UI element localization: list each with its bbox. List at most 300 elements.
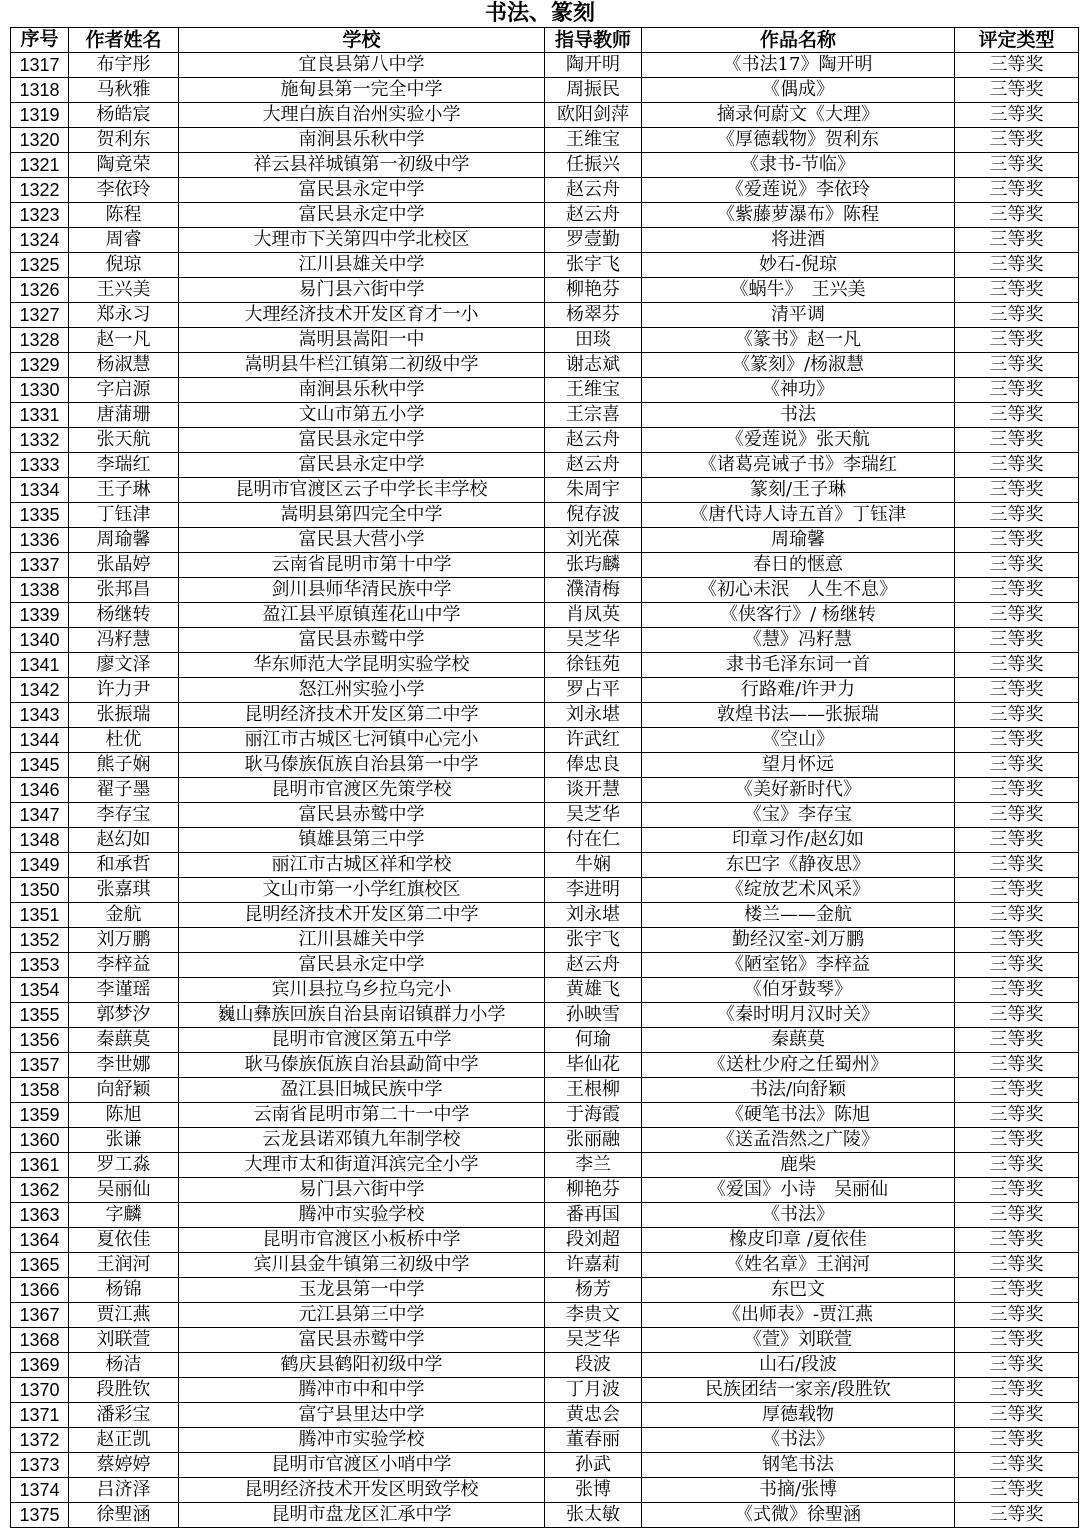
cell-work-title: 《唐代诗人诗五首》丁钰津 (642, 503, 955, 528)
cell-teacher: 陶开明 (545, 53, 642, 78)
cell-number: 1339 (11, 603, 69, 628)
cell-teacher: 付在仁 (545, 828, 642, 853)
cell-school: 昆明市官渡区小板桥中学 (179, 1228, 545, 1253)
cell-number: 1327 (11, 303, 69, 328)
cell-author: 吕济泽 (69, 1478, 179, 1503)
cell-number: 1353 (11, 953, 69, 978)
cell-teacher: 周振民 (545, 78, 642, 103)
cell-number: 1359 (11, 1103, 69, 1128)
cell-award: 三等奖 (955, 853, 1079, 878)
cell-teacher: 牛娴 (545, 853, 642, 878)
cell-teacher: 濮清梅 (545, 578, 642, 603)
cell-number: 1335 (11, 503, 69, 528)
cell-school: 施甸县第一完全中学 (179, 78, 545, 103)
page-title: 书法、篆刻 (484, 0, 595, 26)
table-body (11, 53, 1079, 1528)
cell-school: 嵩明县第四完全中学 (179, 503, 545, 528)
cell-work-title: 《萱》刘联萱 (642, 1328, 955, 1353)
cell-school: 盈江县平原镇莲花山中学 (179, 603, 545, 628)
cell-work-title: 橡皮印章 /夏依佳 (642, 1228, 955, 1253)
cell-award: 三等奖 (955, 128, 1079, 153)
cell-award: 三等奖 (955, 928, 1079, 953)
cell-number: 1367 (11, 1303, 69, 1328)
cell-award: 三等奖 (955, 278, 1079, 303)
cell-teacher: 孙武 (545, 1453, 642, 1478)
cell-teacher: 何瑜 (545, 1028, 642, 1053)
cell-teacher: 番再国 (545, 1203, 642, 1228)
cell-teacher: 董春丽 (545, 1428, 642, 1453)
table-row (11, 953, 1079, 978)
table-row (11, 828, 1079, 853)
cell-school: 昆明经济技术开发区明致学校 (179, 1478, 545, 1503)
cell-work-title: 《秦时明月汉时关》 (642, 1003, 955, 1028)
cell-work-title: 《硬笔书法》陈旭 (642, 1103, 955, 1128)
cell-author: 夏依佳 (69, 1228, 179, 1253)
cell-number: 1338 (11, 578, 69, 603)
cell-school: 云南省昆明市第二十一中学 (179, 1103, 545, 1128)
cell-award: 三等奖 (955, 153, 1079, 178)
table-row (11, 228, 1079, 253)
cell-school: 大理市太和街道洱滨完全小学 (179, 1153, 545, 1178)
cell-award: 三等奖 (955, 1478, 1079, 1503)
cell-award: 三等奖 (955, 1378, 1079, 1403)
cell-award: 三等奖 (955, 478, 1079, 503)
cell-work-title: 钢笔书法 (642, 1453, 955, 1478)
cell-number: 1351 (11, 903, 69, 928)
cell-number: 1328 (11, 328, 69, 353)
cell-school: 耿马傣族佤族自治县勐简中学 (179, 1053, 545, 1078)
cell-work-title: 山石/段波 (642, 1353, 955, 1378)
cell-author: 丁钰津 (69, 503, 179, 528)
cell-work-title: 望月怀远 (642, 753, 955, 778)
cell-teacher: 谢志斌 (545, 353, 642, 378)
cell-work-title: 行路难/许尹力 (642, 678, 955, 703)
cell-school: 易门县六街中学 (179, 278, 545, 303)
cell-work-title: 《初心未泯 人生不息》 (642, 578, 955, 603)
cell-number: 1354 (11, 978, 69, 1003)
cell-number: 1375 (11, 1503, 69, 1528)
cell-number: 1360 (11, 1128, 69, 1153)
cell-school: 昆明市官渡区小哨中学 (179, 1453, 545, 1478)
cell-award: 三等奖 (955, 1328, 1079, 1353)
cell-award: 三等奖 (955, 1028, 1079, 1053)
table-row (11, 1053, 1079, 1078)
table-row (11, 1453, 1079, 1478)
cell-author: 许力尹 (69, 678, 179, 703)
cell-school: 昆明市官渡区云子中学长丰学校 (179, 478, 545, 503)
cell-author: 周睿 (69, 228, 179, 253)
table-row (11, 1353, 1079, 1378)
cell-school: 文山市第一小学红旗校区 (179, 878, 545, 903)
cell-award: 三等奖 (955, 453, 1079, 478)
cell-award: 三等奖 (955, 578, 1079, 603)
cell-number: 1345 (11, 753, 69, 778)
cell-teacher: 王宗喜 (545, 403, 642, 428)
cell-number: 1358 (11, 1078, 69, 1103)
cell-number: 1370 (11, 1378, 69, 1403)
cell-teacher: 倪存波 (545, 503, 642, 528)
cell-teacher: 赵云舟 (545, 453, 642, 478)
cell-teacher: 吴芝华 (545, 803, 642, 828)
table-row (11, 403, 1079, 428)
table-row (11, 653, 1079, 678)
table-row (11, 328, 1079, 353)
cell-number: 1372 (11, 1428, 69, 1453)
table-row (11, 203, 1079, 228)
cell-award: 三等奖 (955, 778, 1079, 803)
cell-school: 华东师范大学昆明实验学校 (179, 653, 545, 678)
cell-school: 宜良县第八中学 (179, 53, 545, 78)
cell-award: 三等奖 (955, 103, 1079, 128)
cell-number: 1317 (11, 53, 69, 78)
cell-award: 三等奖 (955, 378, 1079, 403)
cell-teacher: 俸忠良 (545, 753, 642, 778)
cell-teacher: 刘光葆 (545, 528, 642, 553)
cell-teacher: 张太敏 (545, 1503, 642, 1528)
cell-teacher: 赵云舟 (545, 203, 642, 228)
cell-teacher: 赵云舟 (545, 953, 642, 978)
cell-author: 张晶婷 (69, 553, 179, 578)
cell-award: 三等奖 (955, 1503, 1079, 1528)
cell-school: 怒江州实验小学 (179, 678, 545, 703)
cell-award: 三等奖 (955, 228, 1079, 253)
cell-number: 1365 (11, 1253, 69, 1278)
cell-author: 刘万鹏 (69, 928, 179, 953)
cell-school: 富民县赤鹫中学 (179, 1328, 545, 1353)
table-row (11, 1128, 1079, 1153)
cell-work-title: 鹿柴 (642, 1153, 955, 1178)
cell-number: 1368 (11, 1328, 69, 1353)
cell-school: 南涧县乐秋中学 (179, 378, 545, 403)
cell-award: 三等奖 (955, 78, 1079, 103)
cell-number: 1326 (11, 278, 69, 303)
cell-author: 冯籽慧 (69, 628, 179, 653)
cell-number: 1329 (11, 353, 69, 378)
cell-work-title: 《出师表》-贾江燕 (642, 1303, 955, 1328)
cell-work-title: 《书法》 (642, 1203, 955, 1228)
cell-work-title: 书法/向舒颖 (642, 1078, 955, 1103)
cell-teacher: 张博 (545, 1478, 642, 1503)
table-row (11, 378, 1079, 403)
cell-number: 1334 (11, 478, 69, 503)
cell-number: 1318 (11, 78, 69, 103)
cell-work-title: 《诸葛亮诫子书》李瑞红 (642, 453, 955, 478)
cell-work-title: 《陋室铭》李梓益 (642, 953, 955, 978)
column-header-teacher: 指导教师 (545, 28, 642, 53)
cell-teacher: 罗占平 (545, 678, 642, 703)
cell-school: 富民县永定中学 (179, 953, 545, 978)
cell-work-title: 《爱莲说》李依玲 (642, 178, 955, 203)
cell-work-title: 篆刻/王子琳 (642, 478, 955, 503)
cell-number: 1343 (11, 703, 69, 728)
cell-work-title: 东巴字《静夜思》 (642, 853, 955, 878)
cell-award: 三等奖 (955, 253, 1079, 278)
cell-author: 李世娜 (69, 1053, 179, 1078)
cell-work-title: 《姓名章》王润河 (642, 1253, 955, 1278)
cell-number: 1347 (11, 803, 69, 828)
cell-school: 腾冲市实验学校 (179, 1428, 545, 1453)
cell-award: 三等奖 (955, 728, 1079, 753)
cell-school: 富民县永定中学 (179, 428, 545, 453)
cell-award: 三等奖 (955, 553, 1079, 578)
cell-work-title: 《侠客行》/ 杨继转 (642, 603, 955, 628)
cell-work-title: 周瑜馨 (642, 528, 955, 553)
cell-work-title: 楼兰——金航 (642, 903, 955, 928)
table-row (11, 553, 1079, 578)
table-row (11, 1203, 1079, 1228)
cell-number: 1373 (11, 1453, 69, 1478)
cell-school: 鹤庆县鹤阳初级中学 (179, 1353, 545, 1378)
cell-number: 1374 (11, 1478, 69, 1503)
table-row (11, 1078, 1079, 1103)
cell-author: 贺利东 (69, 128, 179, 153)
table-row (11, 578, 1079, 603)
table-row (11, 703, 1079, 728)
cell-work-title: 敦煌书法——张振瑞 (642, 703, 955, 728)
cell-school: 昆明市官渡区第五中学 (179, 1028, 545, 1053)
cell-award: 三等奖 (955, 1203, 1079, 1228)
cell-author: 廖文泽 (69, 653, 179, 678)
cell-number: 1324 (11, 228, 69, 253)
cell-author: 张天航 (69, 428, 179, 453)
cell-number: 1350 (11, 878, 69, 903)
cell-work-title: 《偶成》 (642, 78, 955, 103)
cell-work-title: 《宝》李存宝 (642, 803, 955, 828)
cell-teacher: 张宇飞 (545, 928, 642, 953)
cell-number: 1346 (11, 778, 69, 803)
cell-number: 1319 (11, 103, 69, 128)
cell-award: 三等奖 (955, 978, 1079, 1003)
cell-teacher: 李兰 (545, 1153, 642, 1178)
cell-school: 大理白族自治州实验小学 (179, 103, 545, 128)
table-row (11, 253, 1079, 278)
cell-teacher: 刘永堪 (545, 703, 642, 728)
cell-author: 唐蒲珊 (69, 403, 179, 428)
cell-author: 张邦昌 (69, 578, 179, 603)
cell-author: 倪琼 (69, 253, 179, 278)
cell-work-title: 《神功》 (642, 378, 955, 403)
cell-work-title: 春日的惬意 (642, 553, 955, 578)
table-row (11, 928, 1079, 953)
cell-school: 富民县赤鹫中学 (179, 803, 545, 828)
cell-teacher: 王维宝 (545, 378, 642, 403)
cell-teacher: 刘永堪 (545, 903, 642, 928)
table-row (11, 628, 1079, 653)
cell-number: 1369 (11, 1353, 69, 1378)
cell-school: 文山市第五小学 (179, 403, 545, 428)
cell-teacher: 毕仙花 (545, 1053, 642, 1078)
cell-number: 1321 (11, 153, 69, 178)
cell-author: 熊子娴 (69, 753, 179, 778)
table-row (11, 803, 1079, 828)
cell-award: 三等奖 (955, 203, 1079, 228)
cell-work-title: 《送孟浩然之广陵》 (642, 1128, 955, 1153)
cell-award: 三等奖 (955, 1403, 1079, 1428)
cell-work-title: 《送杜少府之任蜀州》 (642, 1053, 955, 1078)
cell-work-title: 勤经汉室-刘万鹏 (642, 928, 955, 953)
cell-work-title: 《慧》冯籽慧 (642, 628, 955, 653)
cell-work-title: 《蜗牛》 王兴美 (642, 278, 955, 303)
cell-author: 徐聖涵 (69, 1503, 179, 1528)
cell-author: 周瑜馨 (69, 528, 179, 553)
cell-school: 富宁县里达中学 (179, 1403, 545, 1428)
cell-author: 张振瑞 (69, 703, 179, 728)
cell-school: 耿马傣族佤族自治县第一中学 (179, 753, 545, 778)
table-row (11, 903, 1079, 928)
table-row (11, 778, 1079, 803)
cell-author: 布宇彤 (69, 53, 179, 78)
cell-teacher: 朱周宇 (545, 478, 642, 503)
table-row (11, 128, 1079, 153)
cell-school: 富民县永定中学 (179, 453, 545, 478)
cell-author: 蔡婷婷 (69, 1453, 179, 1478)
cell-school: 富民县赤鹫中学 (179, 628, 545, 653)
cell-number: 1340 (11, 628, 69, 653)
cell-school: 大理市下关第四中学北校区 (179, 228, 545, 253)
awards-table (10, 27, 1079, 1528)
cell-teacher: 罗壹勤 (545, 228, 642, 253)
cell-teacher: 吴芝华 (545, 628, 642, 653)
cell-teacher: 柳艳芬 (545, 278, 642, 303)
cell-award: 三等奖 (955, 1428, 1079, 1453)
cell-award: 三等奖 (955, 178, 1079, 203)
cell-author: 杨锦 (69, 1278, 179, 1303)
cell-author: 向舒颖 (69, 1078, 179, 1103)
table-row (11, 1028, 1079, 1053)
table-row (11, 528, 1079, 553)
cell-number: 1352 (11, 928, 69, 953)
cell-work-title: 《爱莲说》张天航 (642, 428, 955, 453)
cell-award: 三等奖 (955, 428, 1079, 453)
cell-number: 1331 (11, 403, 69, 428)
cell-award: 三等奖 (955, 703, 1079, 728)
table-row (11, 753, 1079, 778)
cell-author: 陈程 (69, 203, 179, 228)
cell-work-title: 《篆刻》/杨淑慧 (642, 353, 955, 378)
cell-school: 丽江市古城区七河镇中心完小 (179, 728, 545, 753)
cell-award: 三等奖 (955, 628, 1079, 653)
cell-number: 1332 (11, 428, 69, 453)
table-row (11, 1478, 1079, 1503)
cell-author: 罗工淼 (69, 1153, 179, 1178)
table-row (11, 1278, 1079, 1303)
cell-number: 1342 (11, 678, 69, 703)
cell-award: 三等奖 (955, 1303, 1079, 1328)
cell-work-title: 《紫藤萝瀑布》陈程 (642, 203, 955, 228)
table-row (11, 1153, 1079, 1178)
table-row (11, 453, 1079, 478)
table-row (11, 853, 1079, 878)
cell-work-title: 《书法》 (642, 1428, 955, 1453)
cell-author: 王润河 (69, 1253, 179, 1278)
table-row (11, 1303, 1079, 1328)
cell-author: 陈旭 (69, 1103, 179, 1128)
cell-award: 三等奖 (955, 653, 1079, 678)
cell-author: 杨皓宸 (69, 103, 179, 128)
cell-author: 李存宝 (69, 803, 179, 828)
cell-work-title: 摘录何蔚文《大理》 (642, 103, 955, 128)
cell-author: 翟子墨 (69, 778, 179, 803)
cell-teacher: 王维宝 (545, 128, 642, 153)
table-row (11, 153, 1079, 178)
table-row (11, 478, 1079, 503)
table-row (11, 278, 1079, 303)
cell-number: 1348 (11, 828, 69, 853)
cell-work-title: 隶书毛泽东词一首 (642, 653, 955, 678)
cell-number: 1341 (11, 653, 69, 678)
cell-author: 李谨瑶 (69, 978, 179, 1003)
cell-work-title: 《篆书》赵一凡 (642, 328, 955, 353)
table-row (11, 503, 1079, 528)
cell-school: 昆明经济技术开发区第二中学 (179, 903, 545, 928)
cell-number: 1344 (11, 728, 69, 753)
cell-teacher: 柳艳芬 (545, 1178, 642, 1203)
cell-author: 郭梦汐 (69, 1003, 179, 1028)
cell-award: 三等奖 (955, 678, 1079, 703)
cell-author: 杨淑慧 (69, 353, 179, 378)
cell-author: 张谦 (69, 1128, 179, 1153)
cell-school: 祥云县祥城镇第一初级中学 (179, 153, 545, 178)
cell-author: 字启源 (69, 378, 179, 403)
cell-school: 江川县雄关中学 (179, 253, 545, 278)
cell-number: 1333 (11, 453, 69, 478)
cell-author: 杨继转 (69, 603, 179, 628)
cell-author: 赵幻如 (69, 828, 179, 853)
cell-author: 字麟 (69, 1203, 179, 1228)
cell-school: 昆明市盘龙区汇承中学 (179, 1503, 545, 1528)
cell-author: 赵一凡 (69, 328, 179, 353)
cell-school: 宾川县拉乌乡拉乌完小 (179, 978, 545, 1003)
cell-work-title: 《美好新时代》 (642, 778, 955, 803)
cell-author: 贾江燕 (69, 1303, 179, 1328)
cell-award: 三等奖 (955, 1253, 1079, 1278)
cell-school: 南涧县乐秋中学 (179, 128, 545, 153)
cell-award: 三等奖 (955, 828, 1079, 853)
cell-work-title: 清平调 (642, 303, 955, 328)
cell-award: 三等奖 (955, 878, 1079, 903)
cell-award: 三等奖 (955, 1128, 1079, 1153)
cell-work-title: 将进酒 (642, 228, 955, 253)
cell-school: 腾冲市实验学校 (179, 1203, 545, 1228)
cell-school: 镇雄县第三中学 (179, 828, 545, 853)
table-row (11, 1228, 1079, 1253)
cell-school: 嵩明县嵩阳一中 (179, 328, 545, 353)
cell-school: 云龙县诺邓镇九年制学校 (179, 1128, 545, 1153)
cell-teacher: 张宇飞 (545, 253, 642, 278)
cell-teacher: 于海霞 (545, 1103, 642, 1128)
cell-work-title: 《绽放艺术风采》 (642, 878, 955, 903)
cell-author: 王兴美 (69, 278, 179, 303)
cell-author: 和承哲 (69, 853, 179, 878)
cell-award: 三等奖 (955, 603, 1079, 628)
cell-award: 三等奖 (955, 403, 1079, 428)
cell-author: 张嘉琪 (69, 878, 179, 903)
cell-number: 1323 (11, 203, 69, 228)
cell-number: 1364 (11, 1228, 69, 1253)
cell-work-title: 书法 (642, 403, 955, 428)
cell-work-title: 《书法17》陶开明 (642, 53, 955, 78)
table-row (11, 428, 1079, 453)
column-header-award: 评定类型 (955, 28, 1079, 53)
cell-school: 云南省昆明市第十中学 (179, 553, 545, 578)
cell-work-title: 厚德载物 (642, 1403, 955, 1428)
table-row (11, 678, 1079, 703)
cell-work-title: 《空山》 (642, 728, 955, 753)
table-row (11, 178, 1079, 203)
column-header-author: 作者姓名 (69, 28, 179, 53)
cell-number: 1371 (11, 1403, 69, 1428)
cell-work-title: 书摘/张博 (642, 1478, 955, 1503)
